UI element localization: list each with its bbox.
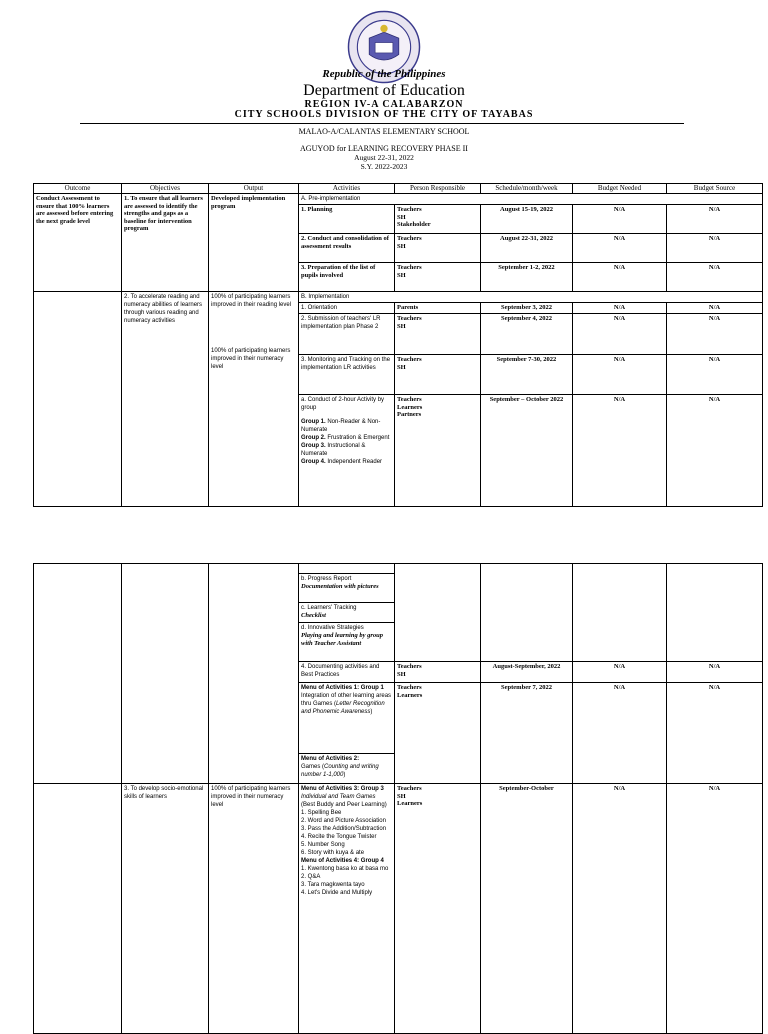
school-name: MALAO-A/CALANTAS ELEMENTARY SCHOOL bbox=[298, 127, 470, 136]
source-cell: N/A bbox=[667, 395, 763, 507]
menu-heading: Menu of Activities 3: Group 3 bbox=[301, 786, 384, 792]
col-header: Schedule/month/week bbox=[481, 184, 573, 194]
person-cell: Teachers SH bbox=[395, 314, 481, 355]
activity-cell: Menu of Activities 1: Group 1 Integration of other learning areas thru Games (Letter Recognition and Phonemic Awareness) bbox=[299, 683, 395, 754]
schedule-cell: September 3, 2022 bbox=[481, 303, 573, 314]
activity-text: d. Innovative Strategies bbox=[301, 625, 364, 631]
activity-cell: 3. Preparation of the list of pupils involved bbox=[299, 263, 395, 292]
person-cell: Teachers Learners Partners bbox=[395, 395, 481, 507]
activity-cell: 3. Monitoring and Tracking on the implementation LR activities bbox=[299, 355, 395, 395]
col-header: Outcome bbox=[34, 184, 122, 194]
activity-text: Integration of other learning areas thru Games ( bbox=[301, 693, 392, 707]
source-cell: N/A bbox=[667, 205, 763, 234]
output-cell: Developed implementation program bbox=[209, 194, 299, 292]
budget-cell: N/A bbox=[573, 303, 667, 314]
objective-cell-empty bbox=[122, 564, 209, 784]
budget-cell: N/A bbox=[573, 395, 667, 507]
budget-cell: N/A bbox=[573, 205, 667, 234]
plan-title: AGUYOD for LEARNING RECOVERY PHASE II bbox=[300, 144, 468, 153]
col-header: Budget Source bbox=[667, 184, 763, 194]
plan-table-page-2 bbox=[33, 563, 763, 1034]
activity-list: 1. Kwentong basa ko at basa mo 2. Q&A 3. Tara magkwenta tayo 4. Let's Divide and Multiply bbox=[301, 866, 389, 896]
activity-text: b. Progress Report bbox=[301, 576, 352, 582]
source-cell: N/A bbox=[667, 314, 763, 355]
objective-cell: 1. To ensure that all learners are assessed to identify the strengths and gaps as a baseline for intervention program bbox=[122, 194, 209, 292]
output-numeracy: 100% of participating learners improved in their numeracy level bbox=[211, 348, 291, 370]
activity-cell bbox=[299, 603, 395, 623]
budget-cell: N/A bbox=[573, 784, 667, 1034]
menu-heading: Menu of Activities 4: Group 4 bbox=[301, 858, 384, 864]
output-cell: 100% of participating learners improved in their numeracy level bbox=[209, 784, 299, 1034]
col-header: Budget Needed bbox=[573, 184, 667, 194]
budget-cell: N/A bbox=[573, 355, 667, 395]
outcome-cell-empty bbox=[34, 564, 122, 784]
table-row bbox=[34, 564, 763, 574]
schedule-cell: September 4, 2022 bbox=[481, 314, 573, 355]
source-cell: N/A bbox=[667, 662, 763, 683]
plan-table-page-1 bbox=[33, 183, 763, 507]
schedule-cell: September-October bbox=[481, 784, 573, 1034]
activity-cell: Menu of Activities 2: Games (Counting and writing number 1-1,000) bbox=[299, 754, 395, 784]
activity-list: (Best Buddy and Peer Learning) 1. Spelling Bee 2. Word and Picture Association 3. Pass the Addition/Subtraction 4. Recite the Tongue Twister 5. Number Song 6. Story with kuya & ate bbox=[301, 802, 387, 856]
activity-italic: Letter Recognition and Phonemic Awareness bbox=[301, 701, 385, 715]
group-label: Group 1. bbox=[301, 419, 326, 425]
col-header: Person Responsible bbox=[395, 184, 481, 194]
activity-cell bbox=[299, 784, 395, 1034]
activity-cell bbox=[299, 395, 395, 507]
objective-cell: 3. To develop socio-emotional skills of learners bbox=[122, 784, 209, 1034]
menu-heading: Menu of Activities 1: Group 1 bbox=[301, 685, 384, 691]
objective-cell: 2. To accelerate reading and numeracy abilities of learners through various reading and numeracy activities bbox=[122, 292, 209, 507]
group-text: Independent Reader bbox=[325, 459, 383, 465]
outcome-cell-empty bbox=[34, 784, 122, 1034]
activity-cell: 1. Orientation bbox=[299, 303, 395, 314]
activity-cell: 1. Planning bbox=[299, 205, 395, 234]
menu-heading: Menu of Activities 2: bbox=[301, 756, 360, 762]
person-cell: Teachers SH bbox=[395, 234, 481, 263]
activity-text: Games ( bbox=[301, 764, 325, 770]
section-heading: B. Implementation bbox=[299, 292, 763, 303]
table-header-row bbox=[34, 184, 763, 194]
source-cell: N/A bbox=[667, 355, 763, 395]
region-label: REGION IV-A CALABARZON bbox=[304, 99, 464, 110]
schedule-cell: September – October 2022 bbox=[481, 395, 573, 507]
activity-text: a. Conduct of 2-hour Activity by group bbox=[301, 397, 385, 411]
section-heading: A. Pre-implementation bbox=[299, 194, 763, 205]
person-cell: Teachers SH bbox=[395, 355, 481, 395]
plan-dates: August 22-31, 2022 bbox=[354, 153, 414, 162]
schedule-cell: August 22-31, 2022 bbox=[481, 234, 573, 263]
person-cell: Teachers SH Stakeholder bbox=[395, 205, 481, 234]
activity-cell: 2. Submission of teachers' LR implementation plan Phase 2 bbox=[299, 314, 395, 355]
source-cell: N/A bbox=[667, 683, 763, 784]
source-cell: N/A bbox=[667, 784, 763, 1034]
activity-cell bbox=[299, 623, 395, 662]
outcome-cell-empty bbox=[34, 292, 122, 507]
activity-italic: Counting and writing number 1-1,000 bbox=[301, 764, 379, 778]
group-label: Group 3. bbox=[301, 443, 326, 449]
output-cell-empty bbox=[209, 564, 299, 784]
budget-cell: N/A bbox=[573, 314, 667, 355]
activity-cell: 4. Documenting activities and Best Practices bbox=[299, 662, 395, 683]
activity-text: c. Learners' Tracking bbox=[301, 605, 357, 611]
person-cell: Parents bbox=[395, 303, 481, 314]
table-row bbox=[34, 194, 763, 205]
person-cell: Teachers SH bbox=[395, 662, 481, 683]
table-row bbox=[34, 292, 763, 303]
budget-cell: N/A bbox=[573, 683, 667, 784]
activity-cell: 2. Conduct and consolidation of assessment results bbox=[299, 234, 395, 263]
group-label: Group 2. bbox=[301, 435, 326, 441]
activity-note: Checklist bbox=[301, 612, 326, 619]
schedule-cell: August-September, 2022 bbox=[481, 662, 573, 683]
activity-note: Playing and learning by group with Teacher Assistant bbox=[301, 632, 383, 647]
col-header: Output bbox=[209, 184, 299, 194]
header-rule bbox=[80, 123, 684, 124]
table-row bbox=[34, 784, 763, 1034]
source-cell: N/A bbox=[667, 263, 763, 292]
budget-cell: N/A bbox=[573, 662, 667, 683]
schedule-cell: August 15-19, 2022 bbox=[481, 205, 573, 234]
budget-cell: N/A bbox=[573, 263, 667, 292]
person-cell: Teachers Learners bbox=[395, 683, 481, 784]
group-text: Frustration & Emergent bbox=[325, 435, 390, 441]
source-cell: N/A bbox=[667, 303, 763, 314]
republic-label: Republic of the Philippines bbox=[322, 68, 446, 80]
col-header: Objectives bbox=[122, 184, 209, 194]
schedule-cell: September 1-2, 2022 bbox=[481, 263, 573, 292]
activity-cell bbox=[299, 574, 395, 603]
outcome-cell: Conduct Assessment to ensure that 100% learners are assessed before entering the next grade level bbox=[34, 194, 122, 292]
person-cell: Teachers SH bbox=[395, 263, 481, 292]
activity-italic: Individual and Team Games bbox=[301, 794, 376, 800]
output-cell bbox=[209, 292, 299, 507]
schedule-cell: September 7-30, 2022 bbox=[481, 355, 573, 395]
school-year: S.Y. 2022-2023 bbox=[360, 162, 408, 171]
output-reading: 100% of participating learners improved in their reading level bbox=[211, 294, 292, 308]
schedule-cell: September 7, 2022 bbox=[481, 683, 573, 784]
department-title: Department of Education bbox=[303, 82, 465, 99]
activity-note: Documentation with pictures bbox=[301, 583, 379, 590]
group-text: Instructional & Numerate bbox=[301, 443, 366, 457]
budget-cell: N/A bbox=[573, 234, 667, 263]
col-header: Activities bbox=[299, 184, 395, 194]
person-cell: Teachers SH Learners bbox=[395, 784, 481, 1034]
group-text: Non-Reader & Non-Numerate bbox=[301, 419, 381, 433]
group-label: Group 4. bbox=[301, 459, 326, 465]
division-label: CITY SCHOOLS DIVISION OF THE CITY OF TAYABAS bbox=[234, 109, 534, 120]
source-cell: N/A bbox=[667, 234, 763, 263]
